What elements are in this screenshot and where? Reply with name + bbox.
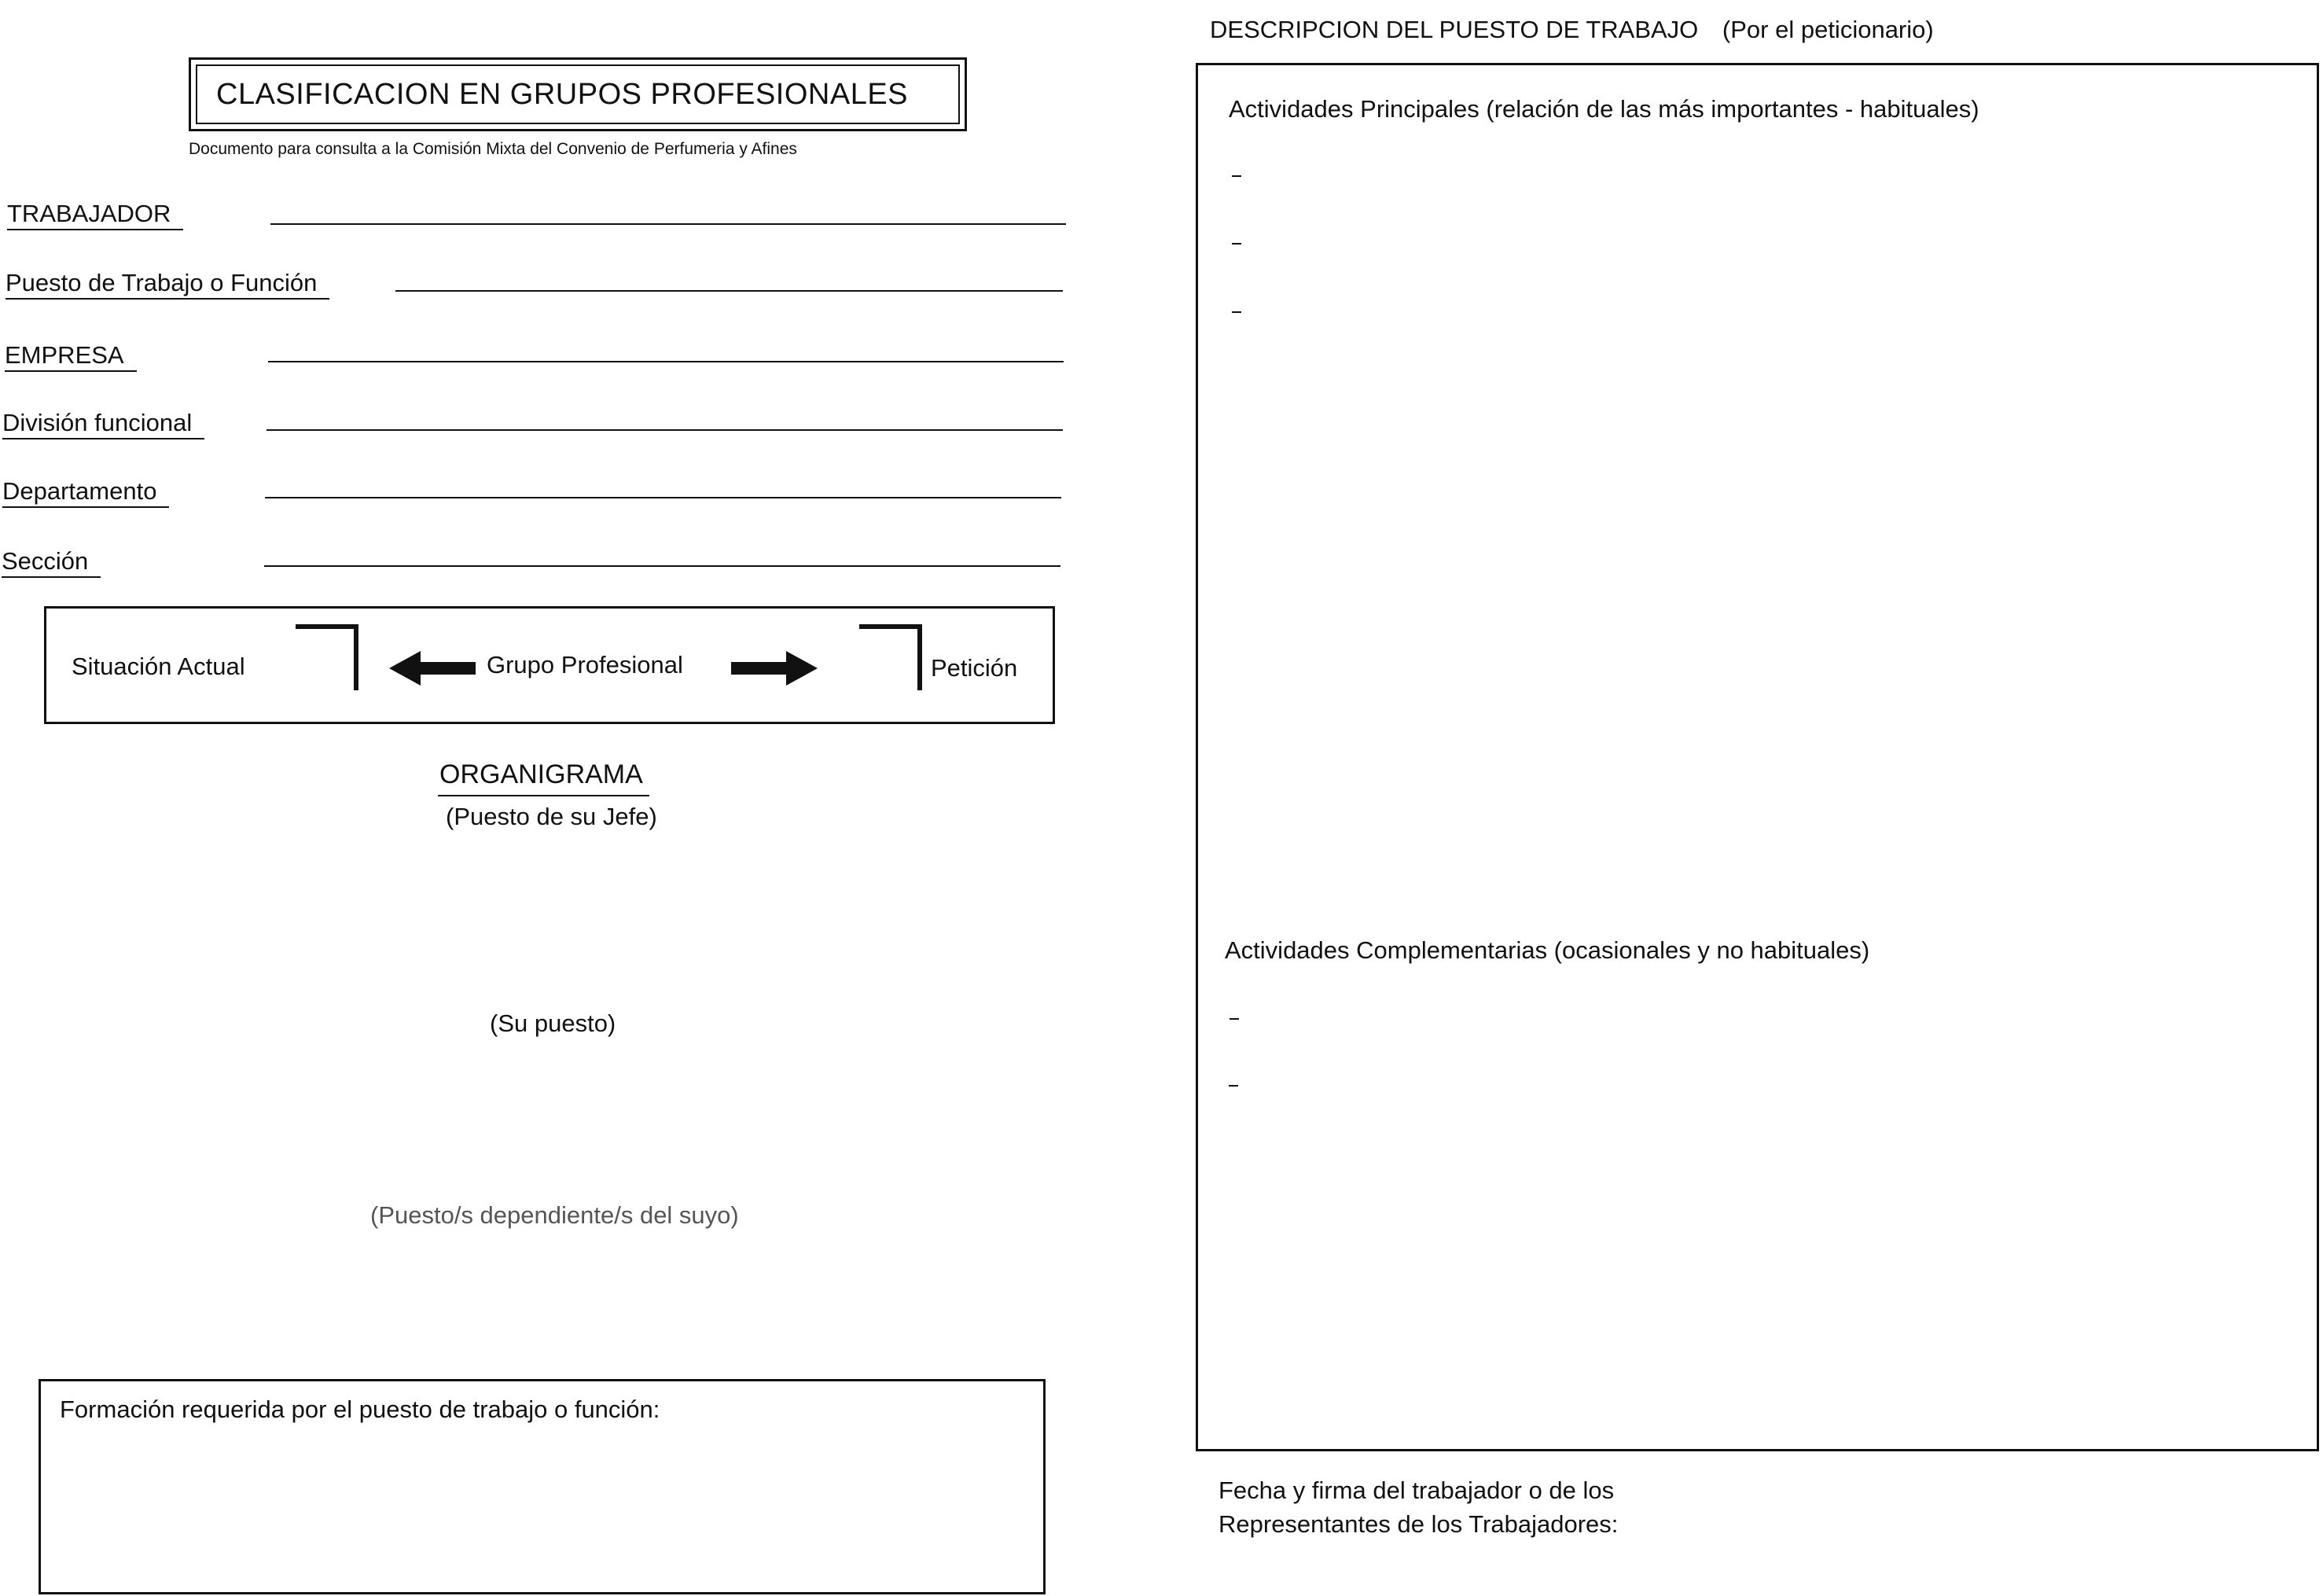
document-title-frame: [189, 57, 967, 131]
descripcion-heading: [1210, 17, 1934, 42]
empresa-label: EMPRESA: [5, 343, 137, 372]
peticion-checkbox[interactable]: [859, 624, 922, 690]
descripcion-title-note: (Por el peticionario): [1722, 16, 1934, 43]
departamento-field[interactable]: [265, 497, 1061, 498]
descripcion-box[interactable]: [1196, 63, 2319, 1451]
principal-bullet: [1232, 243, 1241, 245]
organigrama-title: ORGANIGRAMA: [438, 759, 649, 796]
formacion-label: Formación requerida por el puesto de trabajo o función:: [60, 1396, 660, 1423]
seccion-label: Sección: [2, 549, 101, 578]
seccion-field[interactable]: [264, 565, 1060, 567]
left-arrow-icon: [389, 651, 476, 686]
su-puesto-label: (Su puesto): [490, 1009, 616, 1037]
grupo-profesional-box: [44, 606, 1055, 724]
actividades-complementarias-label: Actividades Complementarias (ocasionales y no habituales): [1225, 936, 1870, 964]
principal-bullet: [1232, 175, 1241, 177]
document-subtitle: Documento para consulta a la Comisión Mixta del Convenio de Perfumeria y Afines: [189, 140, 797, 158]
firma-line-2: Representantes de los Trabajadores:: [1218, 1510, 1619, 1538]
puesto-jefe-label: (Puesto de su Jefe): [446, 803, 657, 830]
grupo-profesional-label: Grupo Profesional: [487, 651, 683, 678]
puesto-label: Puesto de Trabajo o Función: [6, 270, 329, 300]
document-title: CLASIFICACION EN GRUPOS PROFESIONALES: [196, 64, 960, 124]
actividades-principales-label: Actividades Principales (relación de las más importantes - habituales): [1229, 95, 1979, 123]
formacion-box[interactable]: [39, 1379, 1046, 1594]
complementaria-bullet: [1229, 1085, 1238, 1087]
trabajador-field[interactable]: [270, 223, 1066, 225]
situacion-actual-checkbox[interactable]: [296, 624, 358, 690]
puestos-dependientes-label: (Puesto/s dependiente/s del suyo): [370, 1201, 739, 1229]
division-field[interactable]: [266, 429, 1063, 431]
empresa-field[interactable]: [268, 361, 1064, 362]
puesto-field[interactable]: [395, 290, 1063, 292]
departamento-label: Departamento: [2, 479, 169, 508]
principal-bullet: [1232, 311, 1241, 313]
situacion-actual-label: Situación Actual: [72, 653, 245, 680]
peticion-label: Petición: [931, 654, 1018, 682]
firma-line-1: Fecha y firma del trabajador o de los: [1218, 1476, 1615, 1504]
right-arrow-icon: [731, 651, 818, 686]
division-label: División funcional: [2, 410, 204, 439]
descripcion-title: DESCRIPCION DEL PUESTO DE TRABAJO: [1210, 16, 1699, 43]
complementaria-bullet: [1229, 1018, 1239, 1020]
trabajador-label: TRABAJADOR: [7, 201, 183, 230]
